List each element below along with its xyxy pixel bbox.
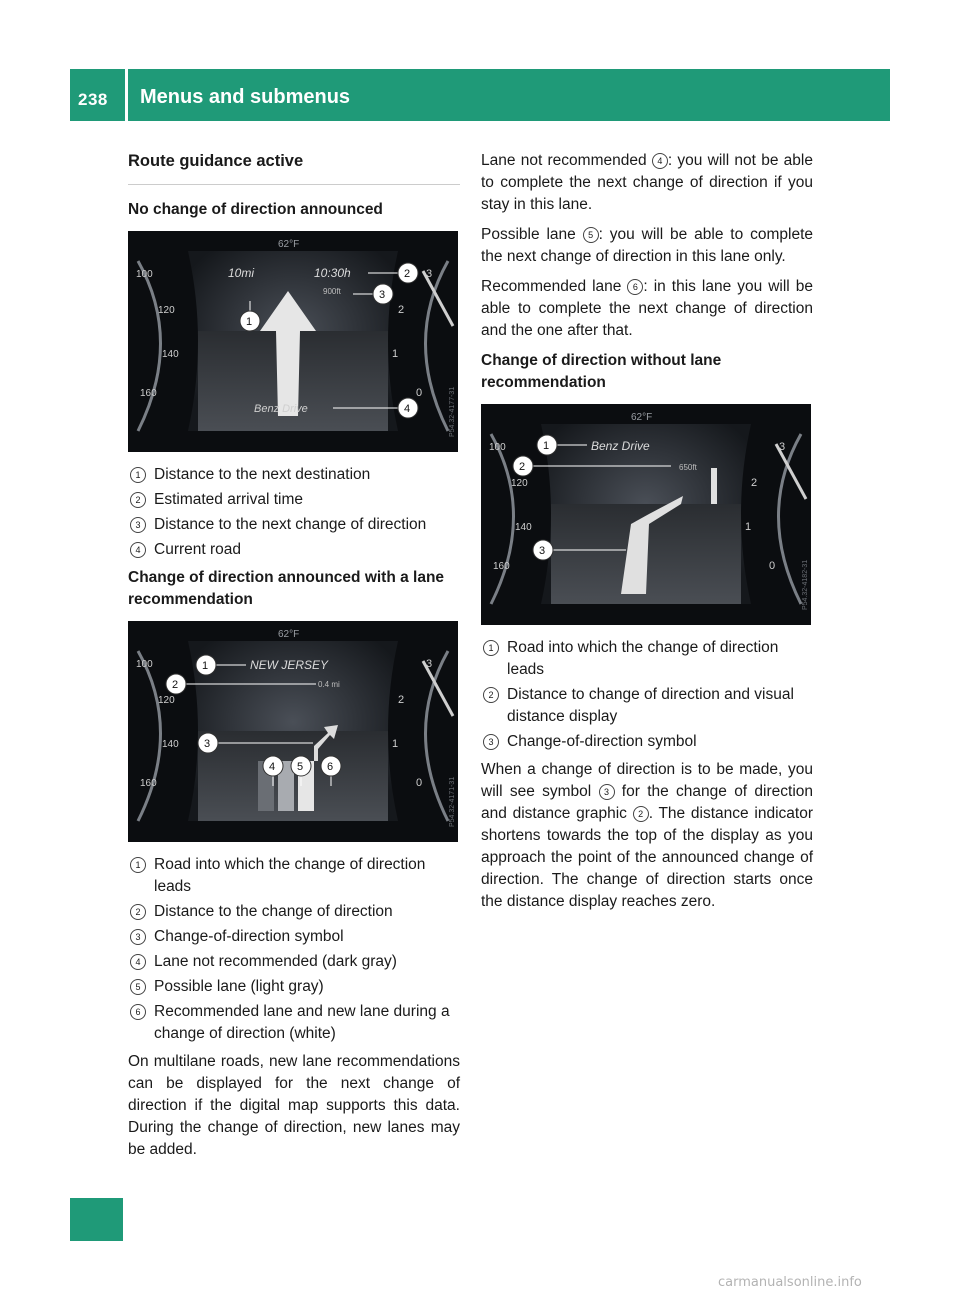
subheading-no-change: No change of direction announced bbox=[128, 201, 383, 218]
temp-readout: 62°F bbox=[278, 239, 300, 250]
svg-text:3: 3 bbox=[379, 289, 386, 301]
legend-item: 1 Distance to the next destination bbox=[128, 464, 460, 486]
legend-item: 6 Recommended lane and new lane during a change of direction (white) bbox=[128, 1001, 460, 1045]
svg-text:1: 1 bbox=[202, 660, 209, 672]
legend-item: 2 Distance to the change of direction bbox=[128, 901, 460, 923]
recommended-lane-paragraph: Recommended lane 6 : in this lane you will be able to complete the next change of direction and the one after that. bbox=[481, 278, 813, 339]
temp-readout: 62°F bbox=[278, 629, 300, 640]
distance-readout: 0.4 mi bbox=[318, 680, 340, 689]
rpm-label-3: 3 bbox=[779, 441, 786, 453]
subheading-lane-recommendation: Change of direction announced with a lane recommendation bbox=[128, 569, 445, 608]
side-tab-marker bbox=[70, 1198, 123, 1241]
rpm-label-0: 0 bbox=[769, 560, 776, 572]
svg-text:4: 4 bbox=[269, 761, 276, 773]
distance-readout: 650ft bbox=[679, 463, 697, 472]
svg-text:3: 3 bbox=[539, 545, 546, 557]
multilane-paragraph: On multilane roads, new lane recommendations can be displayed for the next change of direction if the digital map supports this data. During the change of direction, new lanes may be added. bbox=[128, 1053, 460, 1158]
svg-text:2: 2 bbox=[519, 461, 526, 473]
temp-readout: 62°F bbox=[631, 412, 653, 423]
legend-item: 3 Change-of-direction symbol bbox=[481, 731, 813, 753]
cluster-figure-2 bbox=[128, 621, 458, 842]
distance-indicator-paragraph: When a change of direction is to be made, you will see symbol 3 for the change of direction and distance graphic 2 . The distance indicator shortens towards the top of the display as you approach the point of the announced change of direction. The change of direction starts once the distance display reaches zero. bbox=[481, 761, 813, 910]
current-road-readout: Benz Drive bbox=[254, 403, 308, 415]
svg-text:6: 6 bbox=[327, 761, 334, 773]
speed-label-140: 140 bbox=[162, 349, 179, 360]
svg-text:5: 5 bbox=[297, 761, 304, 773]
svg-text:2: 2 bbox=[404, 268, 411, 280]
speed-label-160: 160 bbox=[493, 561, 510, 572]
speed-label-160: 160 bbox=[140, 778, 157, 789]
svg-text:4: 4 bbox=[404, 403, 411, 415]
left-column bbox=[128, 150, 460, 1169]
cluster-figure-2-svg bbox=[128, 621, 458, 842]
road-readout: NEW JERSEY bbox=[250, 658, 329, 672]
main-heading: Route guidance active bbox=[128, 152, 304, 170]
speed-label-100: 100 bbox=[489, 442, 506, 453]
legend-item: 4 Lane not recommended (dark gray) bbox=[128, 951, 460, 973]
legend-list-1 bbox=[128, 464, 460, 561]
svg-text:3: 3 bbox=[204, 738, 211, 750]
speed-label-140: 140 bbox=[515, 522, 532, 533]
svg-text:1: 1 bbox=[543, 440, 550, 452]
cluster-figure-3 bbox=[481, 404, 811, 625]
svg-text:1: 1 bbox=[246, 316, 253, 328]
speed-label-120: 120 bbox=[158, 305, 175, 316]
possible-lane-paragraph: Possible lane 5 : you will be able to complete the next change of direction in this lane only. bbox=[481, 226, 813, 265]
legend-item: 2 Distance to change of direction and visual distance display bbox=[481, 684, 813, 728]
speed-label-140: 140 bbox=[162, 739, 179, 750]
heading-rule bbox=[128, 184, 460, 185]
rpm-label-0: 0 bbox=[416, 387, 423, 399]
rpm-label-2: 2 bbox=[398, 304, 405, 316]
legend-item: 4 Current road bbox=[128, 539, 460, 561]
speed-label-100: 100 bbox=[136, 269, 153, 280]
legend-item: 3 Distance to the next change of direction bbox=[128, 514, 460, 536]
arrival-readout: 10:30h bbox=[314, 266, 351, 280]
speed-label-100: 100 bbox=[136, 659, 153, 670]
rpm-label-2: 2 bbox=[398, 694, 405, 706]
lane-not-recommended-paragraph: Lane not recommended 4 : you will not be able to complete the next change of direction if you stay in this lane. bbox=[481, 152, 813, 213]
right-column bbox=[481, 150, 813, 921]
legend-list-3 bbox=[481, 637, 813, 753]
figure-code: P54.32-4177-31 bbox=[449, 386, 456, 437]
legend-item: 1 Road into which the change of direction leads bbox=[128, 854, 460, 898]
cluster-figure-3-svg bbox=[481, 404, 811, 625]
cluster-figure-1-svg bbox=[128, 231, 458, 452]
legend-item: 5 Possible lane (light gray) bbox=[128, 976, 460, 998]
section-title: Menus and submenus bbox=[140, 86, 351, 108]
rpm-label-1: 1 bbox=[745, 521, 752, 533]
speed-label-120: 120 bbox=[158, 695, 175, 706]
rpm-label-3: 3 bbox=[426, 268, 433, 280]
road-readout: Benz Drive bbox=[591, 439, 650, 453]
rpm-label-3: 3 bbox=[426, 658, 433, 670]
figure-code: P54.32-4182-31 bbox=[802, 559, 809, 610]
legend-item: 1 Road into which the change of direction leads bbox=[481, 637, 813, 681]
rpm-label-1: 1 bbox=[392, 738, 399, 750]
speed-label-160: 160 bbox=[140, 388, 157, 399]
legend-item: 2 Estimated arrival time bbox=[128, 489, 460, 511]
turn-distance-readout: 900ft bbox=[323, 287, 341, 296]
distance-readout: 10mi bbox=[228, 266, 255, 280]
legend-item: 3 Change-of-direction symbol bbox=[128, 926, 460, 948]
speed-label-120: 120 bbox=[511, 478, 528, 489]
page-number: 238 bbox=[78, 90, 108, 109]
watermark: carmanualsonline.info bbox=[718, 1275, 862, 1290]
cluster-figure-1 bbox=[128, 231, 458, 452]
figure-code: P54.32-4171-31 bbox=[449, 776, 456, 827]
header-divider bbox=[125, 69, 128, 121]
subheading-without-lane: Change of direction without lane recommendation bbox=[481, 352, 722, 391]
rpm-label-2: 2 bbox=[751, 477, 758, 489]
svg-text:2: 2 bbox=[172, 679, 179, 691]
rpm-label-1: 1 bbox=[392, 348, 399, 360]
rpm-label-0: 0 bbox=[416, 777, 423, 789]
legend-list-2 bbox=[128, 854, 460, 1045]
